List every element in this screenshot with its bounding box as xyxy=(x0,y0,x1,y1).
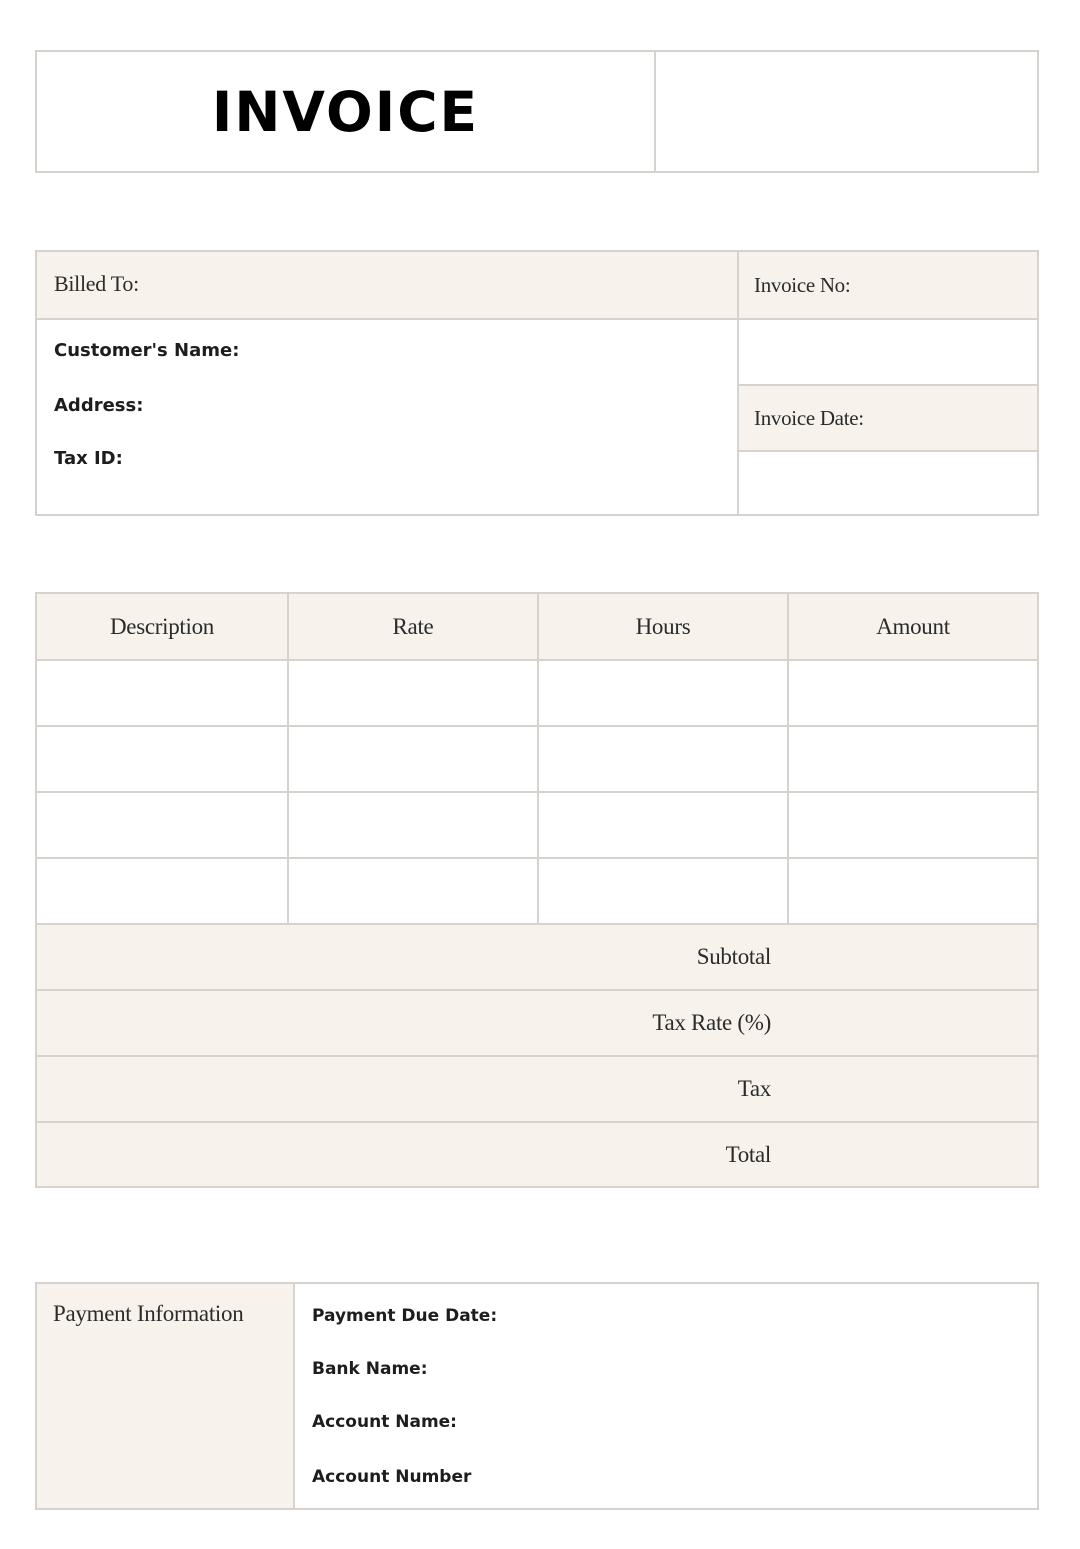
account-number-label: Account Number xyxy=(312,1467,472,1487)
invoice-date-header xyxy=(739,386,1037,450)
tax-rate-value[interactable] xyxy=(789,991,1037,1055)
invoice-date-value[interactable] xyxy=(739,452,1037,514)
billing-section xyxy=(35,250,1039,516)
payment-due-date-label: Payment Due Date: xyxy=(312,1306,498,1326)
invoice-header xyxy=(35,50,1039,173)
column-header-hours: Hours xyxy=(635,613,691,639)
payment-info-header xyxy=(37,1284,293,1508)
payment-info-label: Payment Information xyxy=(53,1301,244,1326)
logo-area[interactable] xyxy=(656,52,1037,171)
column-header-rate: Rate xyxy=(392,613,434,639)
invoice-date-label: Invoice Date: xyxy=(754,406,864,430)
subtotal-label: Subtotal xyxy=(696,944,771,969)
tax-rate-label: Tax Rate (%) xyxy=(652,1010,771,1035)
address-label: Address: xyxy=(54,395,144,416)
column-divider xyxy=(287,594,289,923)
column-header-amount: Amount xyxy=(876,613,950,639)
items-table xyxy=(35,592,1039,1188)
total-label: Total xyxy=(725,1141,771,1167)
payment-details[interactable] xyxy=(295,1284,1037,1508)
total-value[interactable] xyxy=(789,1123,1037,1186)
invoice-no-value[interactable] xyxy=(739,320,1037,384)
invoice-no-header xyxy=(739,252,1037,318)
billed-to-header xyxy=(37,252,737,318)
invoice-title: INVOICE xyxy=(211,79,480,144)
tax-value[interactable] xyxy=(789,1057,1037,1121)
billed-to-label: Billed To: xyxy=(54,271,139,296)
invoice-no-label: Invoice No: xyxy=(754,273,851,297)
subtotal-value[interactable] xyxy=(789,925,1037,989)
tax-id-label: Tax ID: xyxy=(54,448,123,469)
customer-name-label: Customer's Name: xyxy=(54,340,240,361)
customer-details[interactable] xyxy=(37,320,737,514)
payment-section xyxy=(35,1282,1039,1510)
account-name-label: Account Name: xyxy=(312,1412,457,1432)
column-divider xyxy=(537,594,539,923)
tax-label: Tax xyxy=(737,1076,771,1101)
bank-name-label: Bank Name: xyxy=(312,1359,428,1379)
column-header-description: Description xyxy=(109,613,214,639)
